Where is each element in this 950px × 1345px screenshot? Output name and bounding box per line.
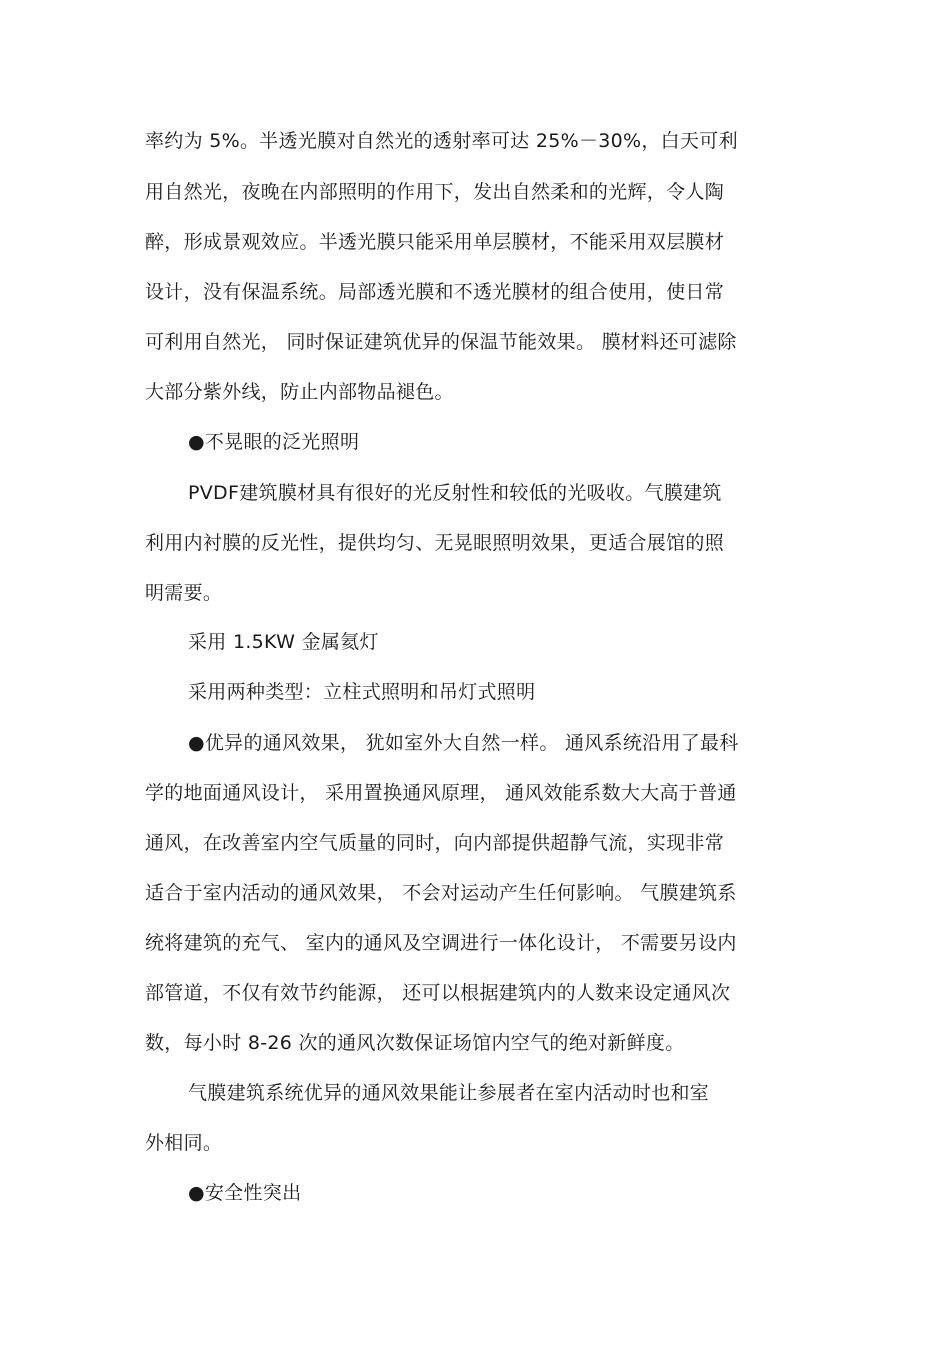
text-line: 率约为 5%。半透光膜对自然光的透射率可达 25%－30%，白天可利: [145, 130, 738, 152]
text-line: 数，每小时 8-26 次的通风次数保证场馆内空气的绝对新鲜度。: [145, 1032, 685, 1054]
text-line: 统将建筑的充气、 室内的通风及空调进行一体化设计， 不需要另设内: [145, 932, 737, 954]
section-heading: ●安全性突出: [188, 1182, 302, 1204]
text-line: 气膜建筑系统优异的通风效果能让参展者在室内活动时也和室: [188, 1082, 710, 1104]
text-line: PVDF建筑膜材具有很好的光反射性和较低的光吸收。气膜建筑: [188, 482, 722, 504]
text-line: 采用两种类型：立柱式照明和吊灯式照明: [188, 681, 536, 703]
text-line: 设计，没有保温系统。局部透光膜和不透光膜材的组合使用，使日常: [145, 281, 725, 303]
text-line: 通风，在改善室内空气质量的同时，向内部提供超静气流，实现非常: [145, 832, 725, 854]
text-line: 醉，形成景观效应。半透光膜只能采用单层膜材，不能采用双层膜材: [145, 231, 725, 253]
text-line: 采用 1.5KW 金属氦灯: [188, 631, 379, 653]
text-line: 学的地面通风设计， 采用置换通风原理， 通风效能系数大大高于普通: [145, 782, 737, 804]
text-line: 明需要。: [145, 582, 223, 604]
text-line: 适合于室内活动的通风效果， 不会对运动产生任何影响。 气膜建筑系: [145, 882, 737, 904]
text-line: 利用内衬膜的反光性，提供均匀、无晃眼照明效果，更适合展馆的照: [145, 532, 725, 554]
text-line: 用自然光，夜晚在内部照明的作用下，发出自然柔和的光辉，令人陶: [145, 181, 725, 203]
text-line: 外相同。: [145, 1132, 223, 1154]
text-line: 部管道，不仅有效节约能源， 还可以根据建筑内的人数来设定通风次: [145, 982, 731, 1004]
text-line: 可利用自然光， 同时保证建筑优异的保温节能效果。 膜材料还可滤除: [145, 331, 737, 353]
section-heading: ●不晃眼的泛光照明: [188, 431, 360, 453]
text-line: 大部分紫外线，防止内部物品褪色。: [145, 381, 454, 403]
section-heading: ●优异的通风效果， 犹如室外大自然一样。 通风系统沿用了最科: [188, 732, 739, 754]
